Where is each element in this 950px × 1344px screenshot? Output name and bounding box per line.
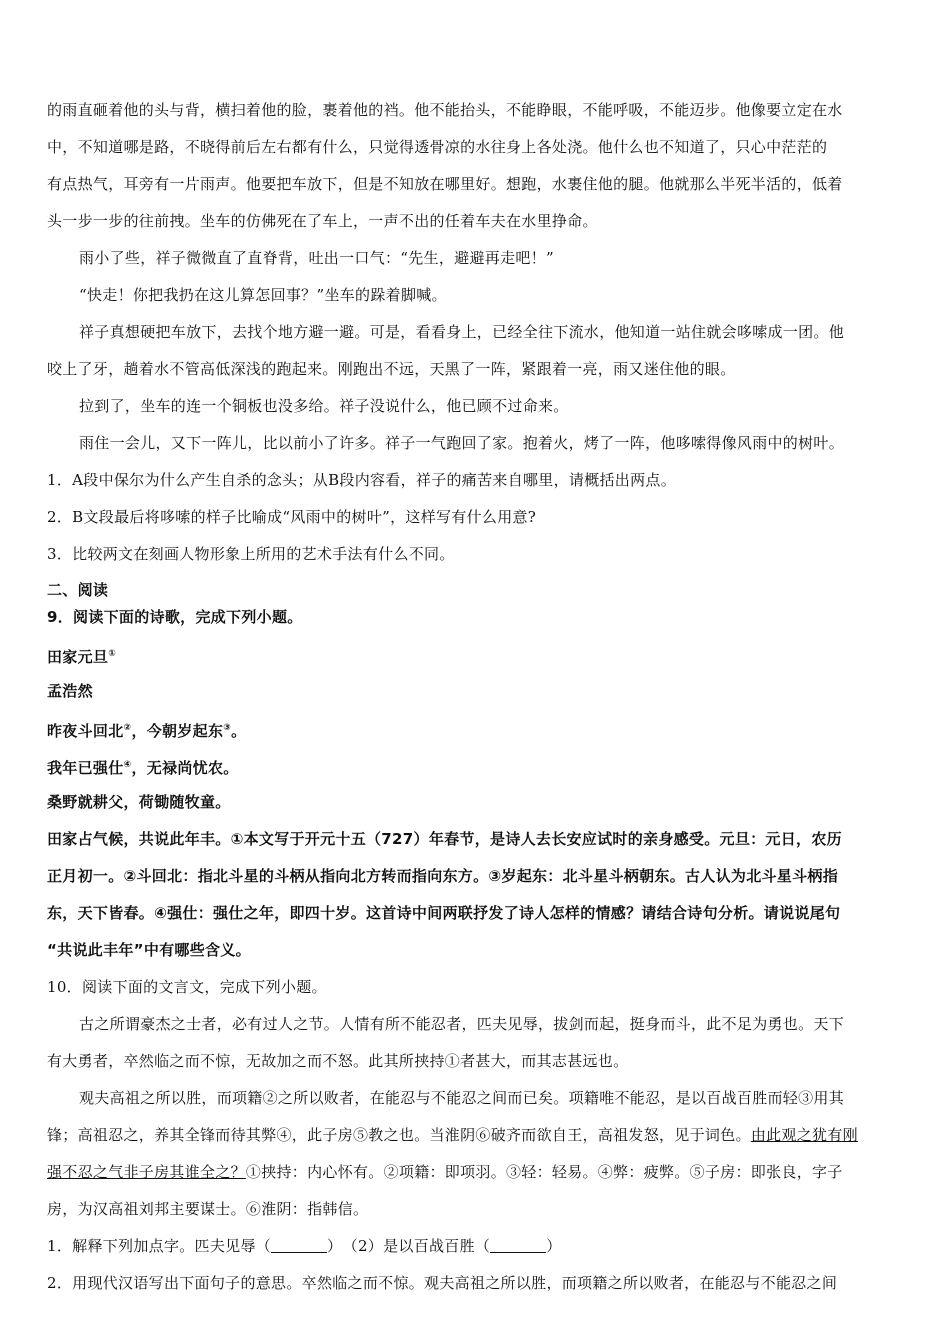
poem-text: 昨夜斗回北: [47, 722, 124, 740]
poem-notes: “共说此丰年”中有哪些含义。: [47, 941, 251, 959]
question-10-1: [47, 1228, 909, 1265]
footnote-marker: ③: [223, 723, 232, 733]
passage-line: “快走！你把我扔在这儿算怎回事？”坐车的跺着脚喊。: [79, 286, 447, 304]
section-heading: 二、阅读: [47, 581, 109, 599]
underlined-sentence: 由此观之犹有刚: [750, 1126, 858, 1144]
passage-line: 中，不知道哪是路，不晓得前后左右都有什么，只觉得透骨凉的水往身上各处浇。他什么也不知道了，只心中茫茫的: [47, 138, 828, 156]
question-text: ）: [546, 1237, 562, 1255]
question-8-1: 1．A段中保尔为什么产生自杀的念头；从B段内容看，祥子的痛苦来自哪里，请概括出两点。: [47, 471, 677, 489]
poem-line-2: [47, 747, 909, 784]
classical-notes: ①挟持：内心怀有。②项籍：即项羽。③轻：轻易。④弊：疲弊。⑤子房：即张良，字子: [245, 1163, 843, 1181]
question-8-2: 2．B文段最后将哆嗦的样子比喻成“风雨中的树叶”，这样写有什么用意?: [47, 508, 537, 526]
poem-text: 我年已强仕: [47, 759, 124, 777]
poem-notes: 田家占气候，共说此年丰。①本文写于开元十五（727）年春节，是诗人去长安应试时的亲身感受。元旦：元日，农历: [47, 830, 842, 848]
passage-line: 拉到了，坐车的连一个铜板也没多给。祥子没说什么，他已顾不过命来。: [79, 397, 569, 415]
question-8-3: 3．比较两文在刻画人物形象上所用的艺术手法有什么不同。: [47, 545, 455, 563]
document-page: [47, 92, 909, 1302]
question-9-intro: 9．阅读下面的诗歌，完成下列小题。: [47, 608, 303, 626]
question-text: 1．解释下列加点字。匹夫见辱（: [47, 1237, 272, 1255]
classical-text: 锋；高祖忍之，养其全锋而待其弊④，此子房⑤教之也。当淮阴⑥破齐而欲自王，高祖发怒，见于词色。: [47, 1126, 751, 1144]
classical-text-line: 有大勇者，卒然临之而不惊，无故加之而不怒。此其所挟持①者甚大，而其志甚远也。: [47, 1052, 629, 1070]
classical-text-line: [47, 1154, 909, 1191]
poem-author: 孟浩然: [47, 682, 93, 700]
poem-line-1: [47, 710, 909, 747]
passage-line: 咬上了牙，趟着水不管高低深浅的跑起来。刚跑出不远，天黑了一阵，紧跟着一亮，雨又迷住他的眼。: [47, 360, 736, 378]
poem-title: [47, 636, 909, 673]
answer-blank[interactable]: [271, 1238, 327, 1253]
passage-line: 头一步一步的往前拽。坐车的仿佛死在了车上，一声不出的任着车夫在水里挣命。: [47, 212, 598, 230]
classical-text-line: [47, 1117, 909, 1154]
footnote-marker: ①: [108, 649, 117, 659]
answer-blank[interactable]: [490, 1238, 546, 1253]
passage-line: 祥子真想硬把车放下，去找个地方避一避。可是，看看身上，已经全往下流水，他知道一站住就会哆嗦成一团。他: [79, 323, 845, 341]
classical-text-line: 古之所谓豪杰之士者，必有过人之节。人情有所不能忍者，匹夫见辱，拔剑而起，挺身而斗，此不足为勇也。天下: [79, 1015, 845, 1033]
passage-line: 有点热气，耳旁有一片雨声。他要把车放下，但是不知放在哪里好。想跑，水裹住他的腿。他就那么半死半活的，低着: [47, 175, 843, 193]
question-10-intro: 10．阅读下面的文言文，完成下列小题。: [47, 978, 327, 996]
passage-line: 雨小了些，祥子微微直了直脊背，吐出一口气：“先生，避避再走吧！”: [79, 249, 554, 267]
classical-text-line: 房，为汉高祖刘邦主要谋士。⑥淮阴：指韩信。: [47, 1200, 369, 1218]
passage-line: 雨住一会儿，又下一阵儿，比以前小了许多。祥子一气跑回了家。抱着火，烤了一阵，他哆嗦得像风雨中的树叶。: [79, 434, 845, 452]
question-10-2: 2．用现代汉语写出下面句子的意思。卒然临之而不惊。观夫高祖之所以胜，而项籍之所以败者，在能忍与不能忍之间: [47, 1274, 838, 1292]
poem-title-text: 田家元旦: [47, 648, 109, 666]
passage-line: 的雨直砸着他的头与背，横扫着他的脸，裹着他的裆。他不能抬头，不能睁眼，不能呼吸，不能迈步。他像要立定在水: [47, 101, 843, 119]
poem-text: ，无禄尚忧农。: [131, 759, 239, 777]
poem-line-3: 桑野就耕父，荷锄随牧童。: [47, 793, 231, 811]
underlined-sentence: 强不忍之气非子房其谁全之？: [47, 1163, 246, 1181]
poem-text: 。: [231, 722, 247, 740]
classical-text-line: 观夫高祖之所以胜，而项籍②之所以败者，在能忍与不能忍之间而已矣。项籍唯不能忍，是以百战百胜而轻③用其: [79, 1089, 845, 1107]
poem-notes: 正月初一。②斗回北：指北斗星的斗柄从指向北方转而指向东方。③岁起东：北斗星斗柄朝东。古人认为北斗星斗柄指: [47, 867, 839, 885]
poem-notes: 东，天下皆春。④强仕：强仕之年，即四十岁。这首诗中间两联抒发了诗人怎样的情感？请结合诗句分析。请说说尾句: [47, 904, 841, 922]
poem-text: ，今朝岁起东: [131, 722, 224, 740]
footnote-marker: ④: [123, 760, 132, 770]
question-text: ） （2）是以百战百胜（: [327, 1237, 491, 1255]
footnote-marker: ②: [123, 723, 132, 733]
